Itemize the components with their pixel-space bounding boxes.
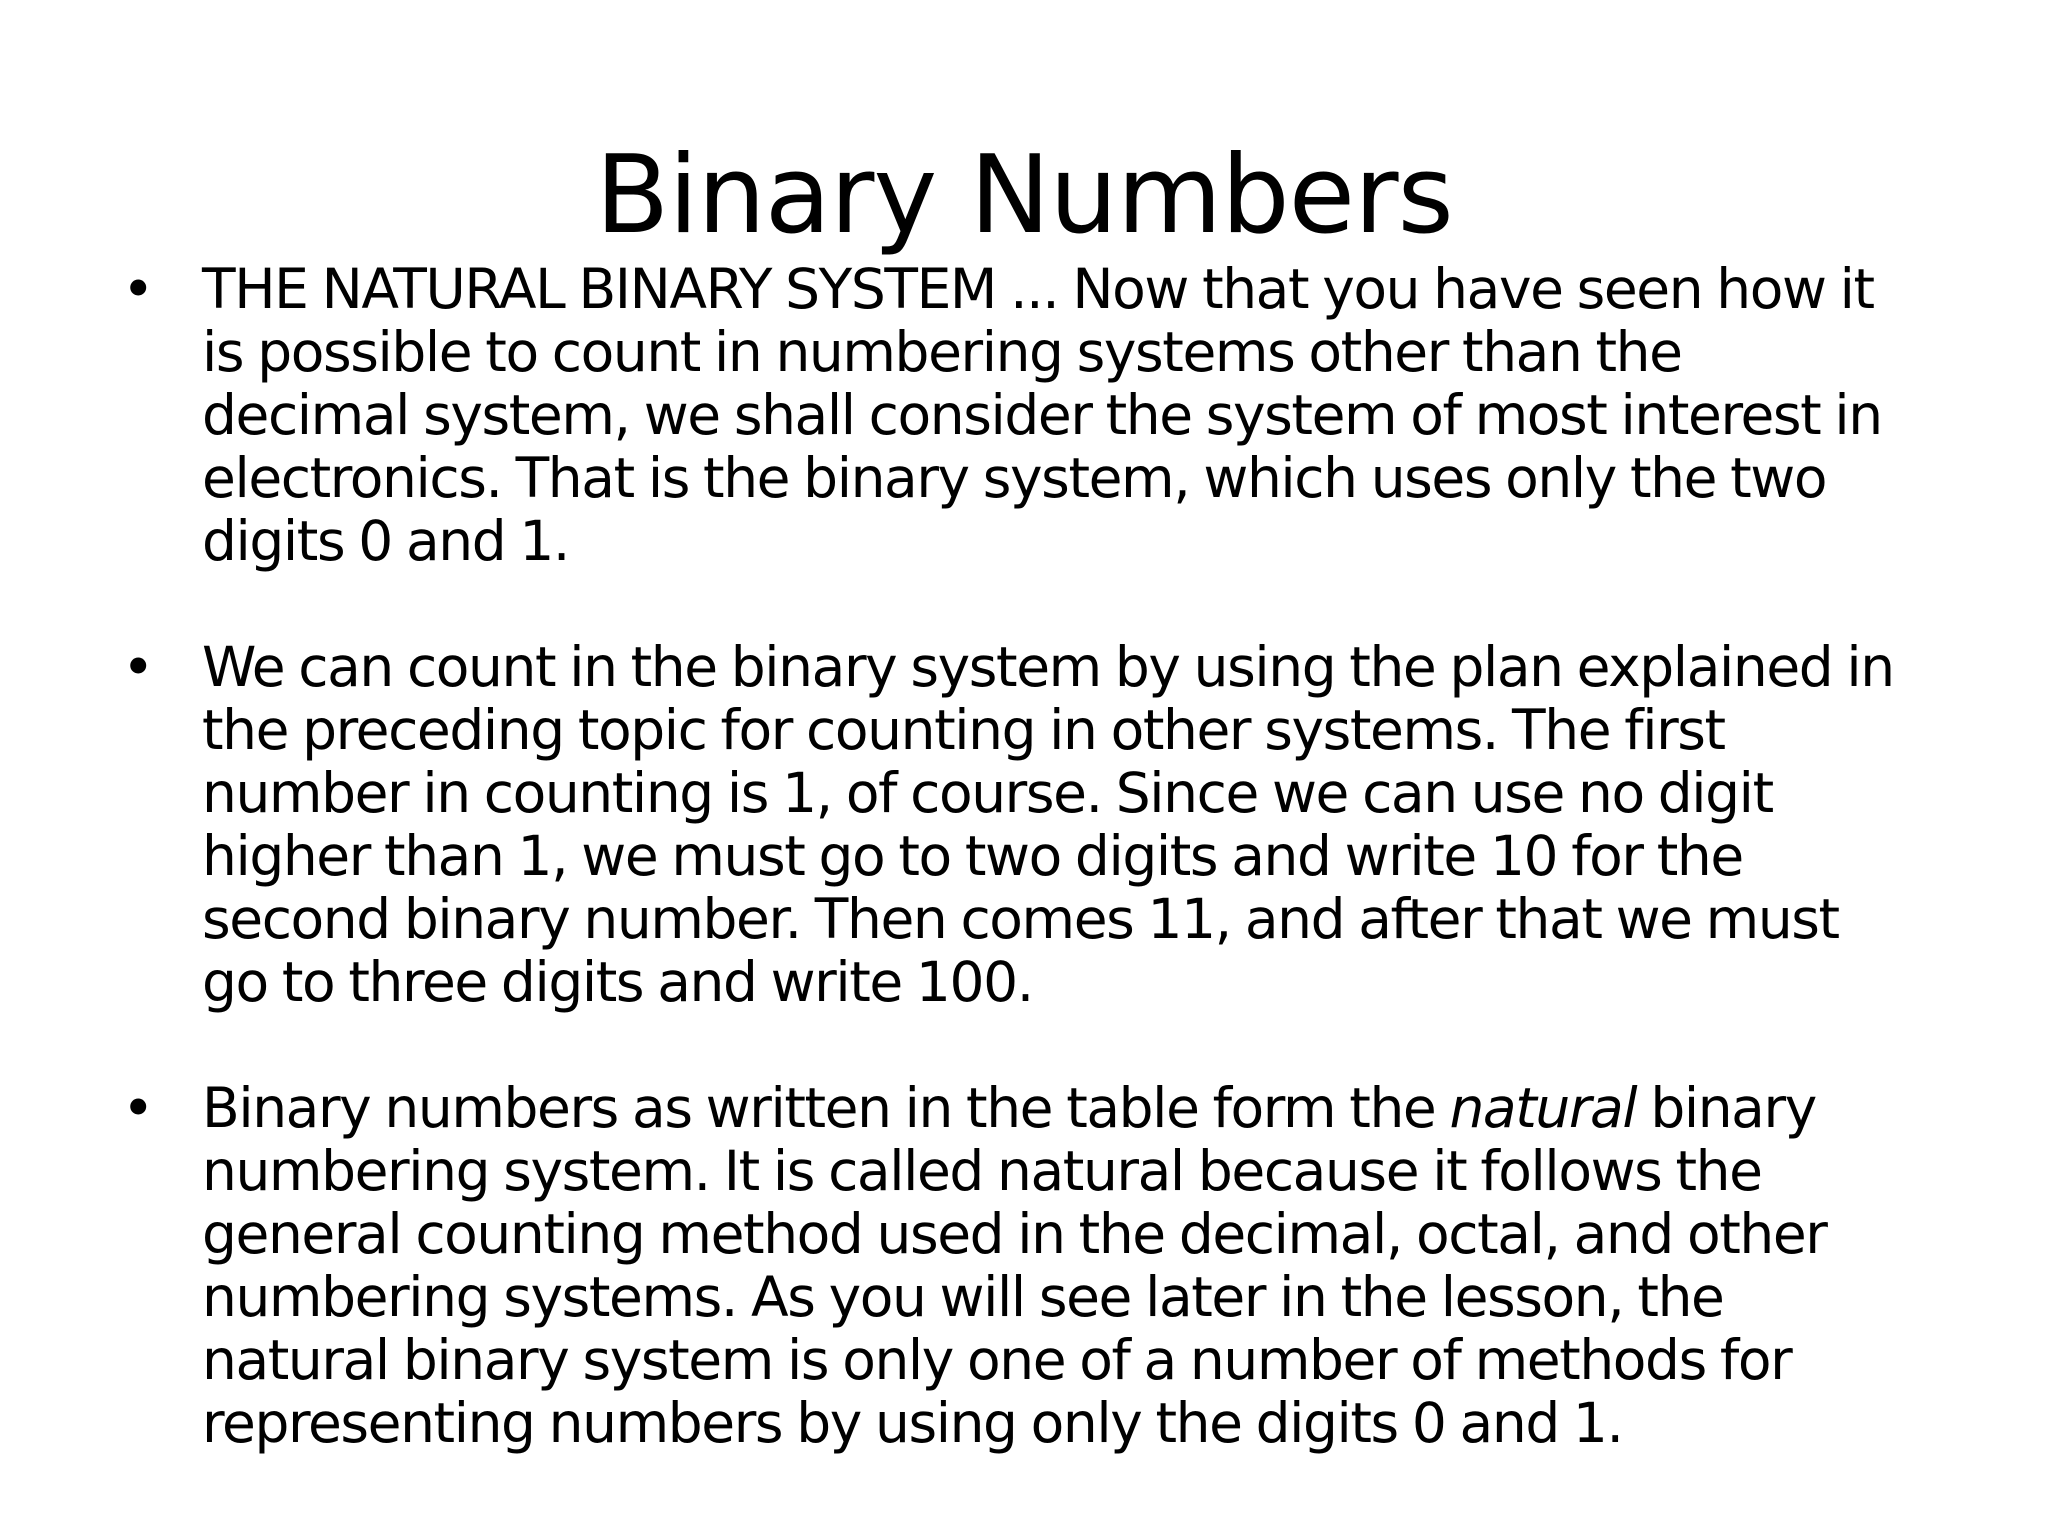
bullet-3-line-1-start: Binary numbers as written in the table form the (202, 1076, 1450, 1140)
bullet-item-1 (118, 258, 1948, 573)
bullet-1-line-3: decimal system, we shall consider the system of most interest in (202, 383, 1882, 447)
bullet-1-line-4: electronics. That is the binary system, which uses only the two (202, 446, 1827, 510)
bullet-1-line-1: THE NATURAL BINARY SYSTEM ... Now that you have seen how it (202, 257, 1874, 321)
bullet-3-line-5: natural binary system is only one of a number of methods for (202, 1328, 1792, 1392)
emphasized-word: natural (1449, 1076, 1637, 1140)
bullet-1-line-2: is possible to count in numbering systems other than the (202, 320, 1682, 384)
bullet-2-line-2: the preceding topic for counting in other systems. The first (202, 698, 1725, 762)
bullet-marker: • (122, 635, 154, 699)
bullet-3-line-2: numbering system. It is called natural because it follows the (202, 1139, 1762, 1203)
bullet-3-line-3: general counting method used in the decimal, octal, and other (202, 1202, 1827, 1266)
bullet-2-line-1: We can count in the binary system by using the plan explained in (202, 635, 1894, 699)
bullet-3-line-6: representing numbers by using only the digits 0 and 1. (202, 1391, 1623, 1455)
bullet-marker: • (122, 1076, 154, 1140)
bullet-list (118, 258, 1948, 1455)
bullet-3-line-1 (202, 1077, 1948, 1140)
slide-title: Binary Numbers (595, 133, 1453, 258)
bullet-1-line-5: digits 0 and 1. (202, 509, 569, 573)
bullet-3-line-4: numbering systems. As you will see later in the lesson, the (202, 1265, 1724, 1329)
bullet-marker: • (122, 257, 154, 321)
bullet-2-line-3: number in counting is 1, of course. Since we can use no digit (202, 761, 1773, 825)
bullet-2-line-4: higher than 1, we must go to two digits and write 10 for the (202, 824, 1743, 888)
bullet-2-line-6: go to three digits and write 100. (202, 950, 1033, 1014)
bullet-3-line-1-end: binary (1636, 1076, 1816, 1140)
bullet-item-2 (118, 636, 1948, 1014)
bullet-item-3 (118, 1077, 1948, 1455)
bullet-2-line-5: second binary number. Then comes 11, and after that we must (202, 887, 1839, 951)
